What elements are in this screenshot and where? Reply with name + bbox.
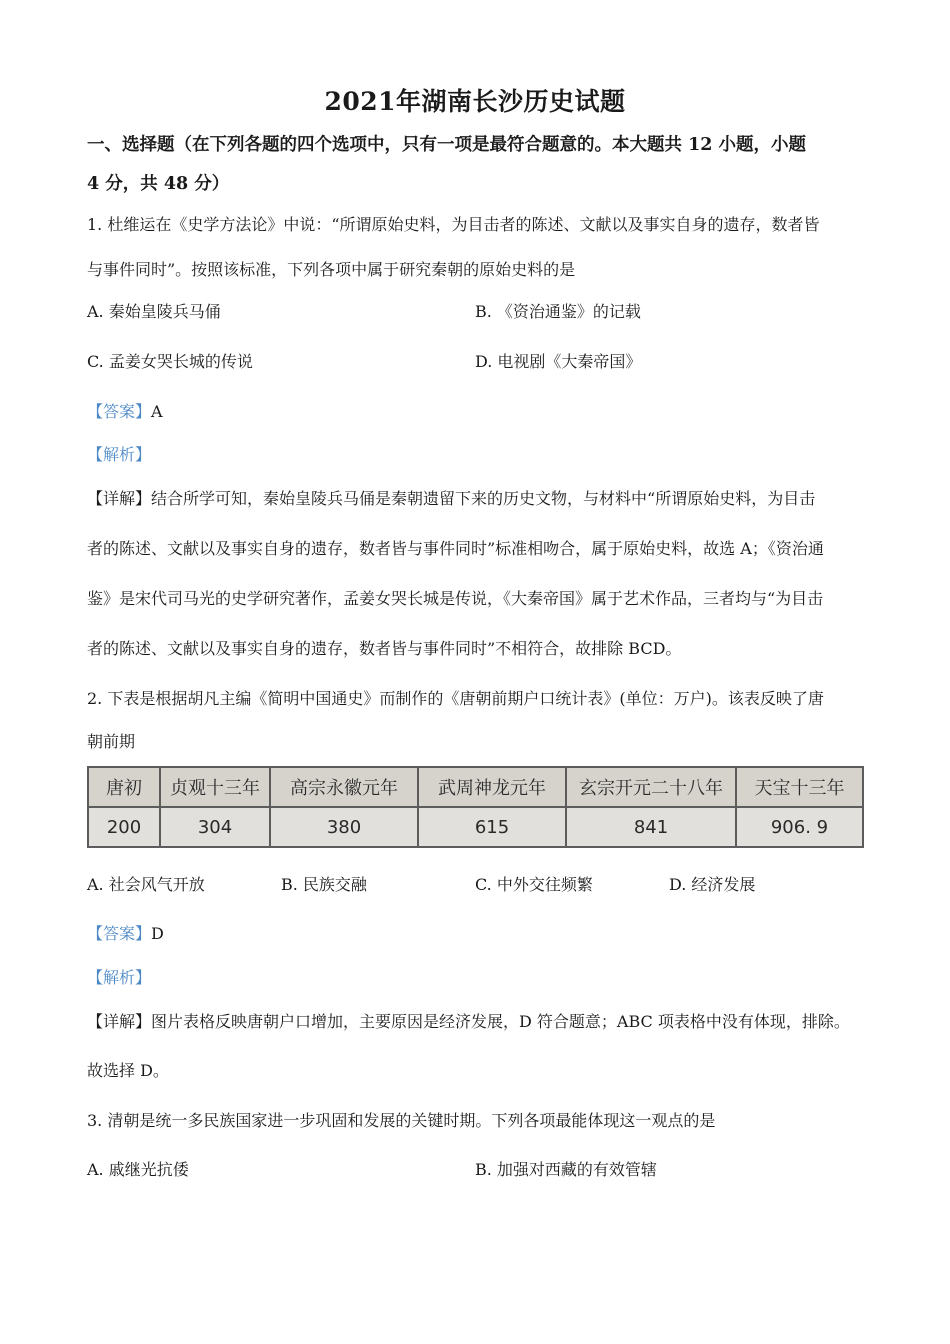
q1-answer-value: A bbox=[151, 402, 163, 421]
q1-option-d: D. 电视剧《大秦帝国》 bbox=[475, 352, 642, 371]
q1-stem-line2: 与事件同时”。按照该标准，下列各项中属于研究秦朝的原始史料的是 bbox=[87, 260, 576, 279]
table-header-row bbox=[88, 767, 863, 807]
table-header-cell: 贞观十三年 bbox=[160, 767, 270, 807]
q1-detail-text: 结合所学可知，秦始皇陵兵马俑是秦朝遗留下来的历史文物，与材料中“所谓原始史料，为目击 bbox=[151, 489, 816, 508]
q2-detail-text: 图片表格反映唐朝户口增加，主要原因是经济发展，D 符合题意；ABC 项表格中没有体现，排除。 bbox=[151, 1012, 850, 1031]
q2-answer-label: 【答案】 bbox=[87, 924, 152, 943]
table-cell: 841 bbox=[566, 807, 736, 847]
section-heading-line1: 一、选择题（在下列各题的四个选项中，只有一项是最符合题意的。本大题共 12 小题，小题 bbox=[87, 135, 807, 155]
table-header-cell: 武周神龙元年 bbox=[418, 767, 566, 807]
q1-detail-line4: 者的陈述、文献以及事实自身的遗存，数者皆与事件同时”不相符合，故排除 BCD。 bbox=[87, 639, 682, 658]
q2-analysis-label: 【解析】 bbox=[87, 968, 152, 987]
table-cell: 906. 9 bbox=[736, 807, 863, 847]
population-table bbox=[87, 766, 864, 848]
table-header-cell: 天宝十三年 bbox=[736, 767, 863, 807]
q2-stem-line2: 朝前期 bbox=[87, 732, 136, 751]
q1-detail-line1 bbox=[87, 486, 815, 509]
q3-option-a: A. 戚继光抗倭 bbox=[87, 1160, 189, 1179]
q1-option-c: C. 孟姜女哭长城的传说 bbox=[87, 352, 253, 371]
q2-detail-label: 【详解】 bbox=[87, 1012, 152, 1031]
q2-detail-line2: 故选择 D。 bbox=[87, 1061, 169, 1080]
q2-option-c: C. 中外交往频繁 bbox=[475, 875, 593, 894]
q1-answer-label: 【答案】 bbox=[87, 402, 152, 421]
table-header-cell: 高宗永徽元年 bbox=[270, 767, 418, 807]
q1-detail-line3: 鉴》是宋代司马光的史学研究著作，孟姜女哭长城是传说，《大秦帝国》属于艺术作品，三者均与“为目击 bbox=[87, 589, 824, 608]
q2-stem-line1: 2. 下表是根据胡凡主编《简明中国通史》而制作的《唐朝前期户口统计表》(单位：万户)。该表反映了唐 bbox=[87, 689, 824, 708]
table-row bbox=[88, 807, 863, 847]
q2-answer bbox=[87, 921, 164, 944]
table-cell: 200 bbox=[88, 807, 160, 847]
q3-option-b: B. 加强对西藏的有效管辖 bbox=[475, 1160, 657, 1179]
q2-option-b: B. 民族交融 bbox=[281, 875, 367, 894]
table-header-cell: 玄宗开元二十八年 bbox=[566, 767, 736, 807]
q1-stem-line1: 1. 杜维运在《史学方法论》中说：“所谓原始史料，为目击者的陈述、文献以及事实自身的遗存，数者皆 bbox=[87, 215, 820, 234]
q2-option-a: A. 社会风气开放 bbox=[87, 875, 205, 894]
q1-detail-label: 【详解】 bbox=[87, 489, 152, 508]
q1-detail-line2: 者的陈述、文献以及事实自身的遗存，数者皆与事件同时”标准相吻合，属于原始史料，故选 A；《资治通 bbox=[87, 539, 824, 558]
q2-answer-value: D bbox=[151, 924, 164, 943]
q1-analysis-label: 【解析】 bbox=[87, 445, 152, 464]
q1-option-b: B. 《资治通鉴》的记载 bbox=[475, 302, 641, 321]
q3-stem-line1: 3. 清朝是统一多民族国家进一步巩固和发展的关键时期。下列各项最能体现这一观点的是 bbox=[87, 1111, 716, 1130]
table-cell: 615 bbox=[418, 807, 566, 847]
q2-detail-line1 bbox=[87, 1009, 850, 1032]
section-heading-line2: 4 分，共 48 分） bbox=[87, 174, 230, 194]
page-title: 2021年湖南长沙历史试题 bbox=[324, 87, 626, 116]
q2-option-d: D. 经济发展 bbox=[669, 875, 756, 894]
table-cell: 304 bbox=[160, 807, 270, 847]
table-cell: 380 bbox=[270, 807, 418, 847]
q1-answer bbox=[87, 399, 163, 422]
q1-option-a: A. 秦始皇陵兵马俑 bbox=[87, 302, 221, 321]
table-header-cell: 唐初 bbox=[88, 767, 160, 807]
